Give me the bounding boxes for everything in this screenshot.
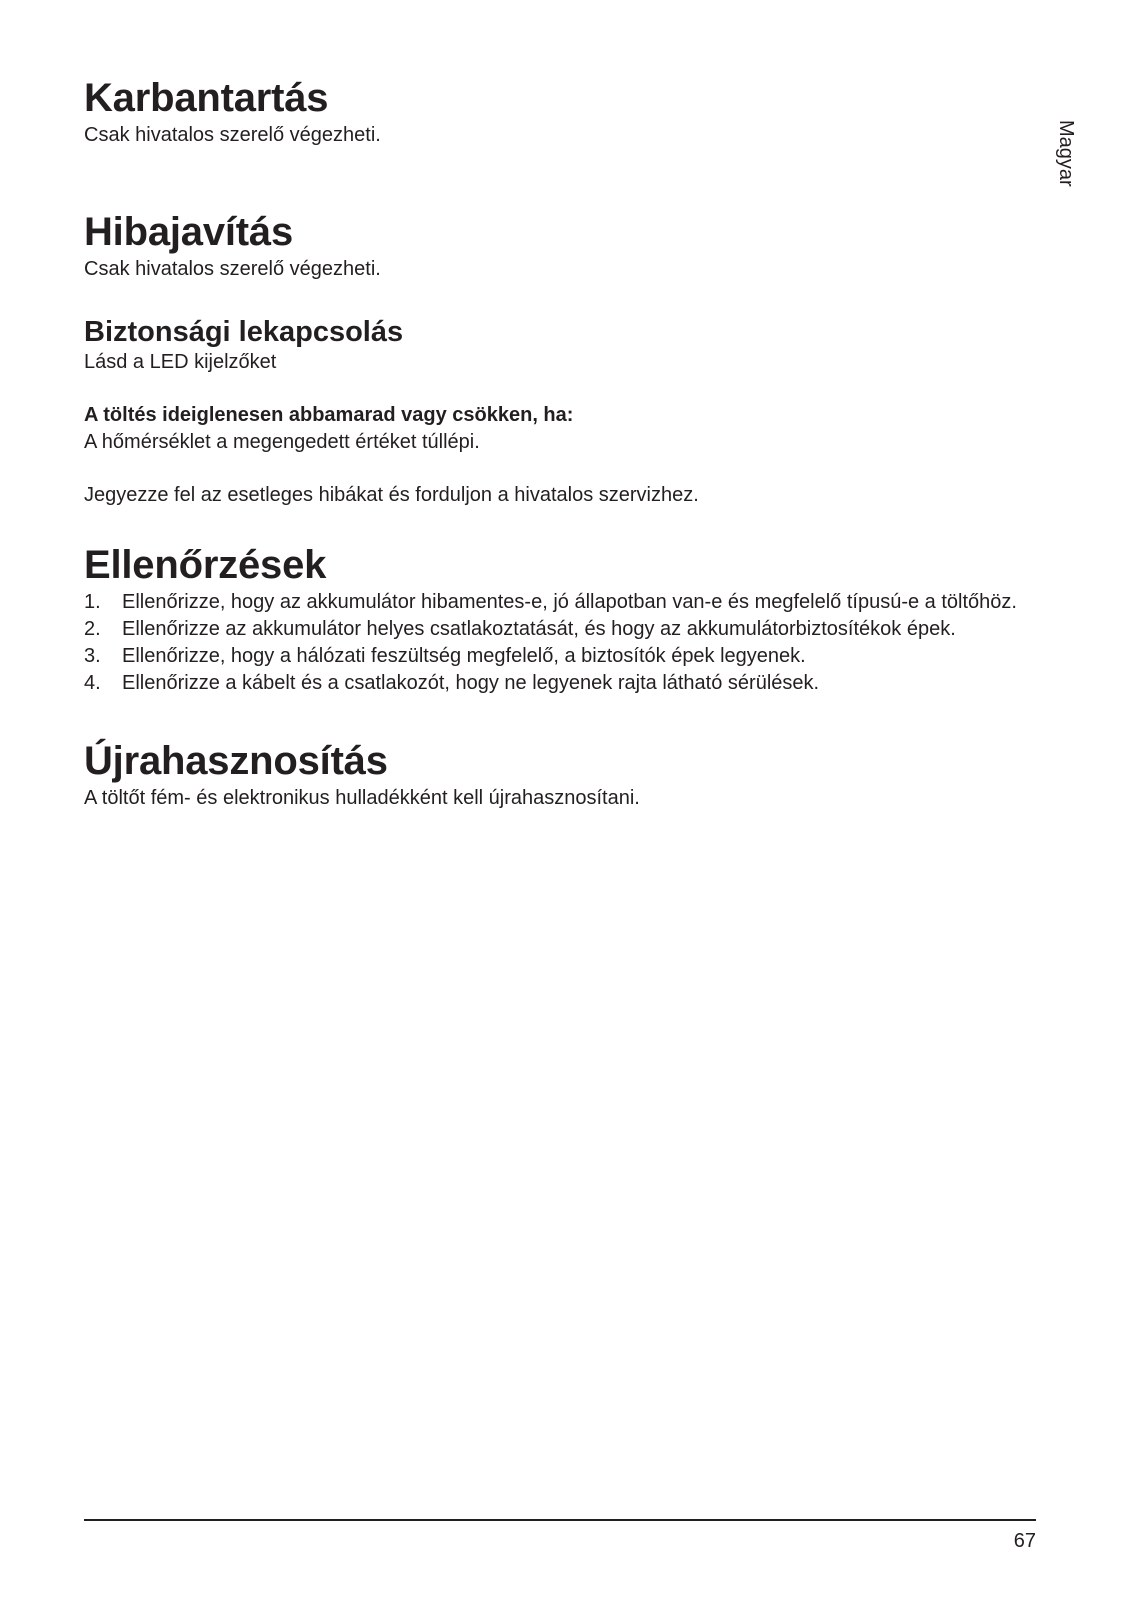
service-note: Jegyezze fel az esetleges hibákat és forduljon a hivatalos szervizhez. — [84, 484, 699, 506]
list-item-number: 3. — [84, 645, 101, 667]
document-body — [84, 74, 1044, 812]
list-item — [84, 589, 1044, 616]
charging-interrupt-text: A hőmérséklet a megengedett értéket túllépi. — [84, 431, 480, 453]
list-item — [84, 670, 1044, 697]
text-safety-shutdown: Lásd a LED kijelzőket — [84, 351, 277, 373]
section-maintenance — [84, 74, 1044, 149]
list-item-text: Ellenőrizze az akkumulátor helyes csatlakoztatását, és hogy az akkumulátorbiztosítékok épek. — [122, 618, 956, 640]
heading-safety-shutdown: Biztonsági lekapcsolás — [84, 316, 404, 348]
list-item-number: 2. — [84, 618, 101, 640]
list-item-text: Ellenőrizze, hogy a hálózati feszültség megfelelő, a biztosítók épek legyenek. — [122, 645, 806, 667]
heading-repair: Hibajavítás — [84, 210, 294, 254]
list-item-text: Ellenőrizze, hogy az akkumulátor hibamentes-e, jó állapotban van-e és megfelelő típusú-e a töltőhöz. — [122, 591, 1017, 613]
text-repair: Csak hivatalos szerelő végezheti. — [84, 258, 381, 280]
section-repair — [84, 208, 1044, 283]
section-recycling — [84, 737, 1044, 812]
text-recycling: A töltőt fém- és elektronikus hulladékként kell újrahasznosítani. — [84, 787, 640, 809]
list-item — [84, 643, 1044, 670]
checks-list — [84, 589, 1044, 697]
heading-recycling: Újrahasznosítás — [84, 739, 388, 783]
list-item-number: 4. — [84, 672, 101, 694]
heading-maintenance: Karbantartás — [84, 76, 329, 120]
list-item — [84, 616, 1044, 643]
section-safety-shutdown — [84, 315, 1044, 509]
text-maintenance: Csak hivatalos szerelő végezheti. — [84, 124, 381, 146]
language-side-label: Magyar — [1055, 120, 1077, 187]
section-checks — [84, 541, 1044, 697]
footer-divider — [84, 1519, 1036, 1521]
heading-checks: Ellenőrzések — [84, 543, 327, 587]
page-number: 67 — [1013, 1530, 1036, 1552]
list-item-text: Ellenőrizze a kábelt és a csatlakozót, hogy ne legyenek rajta látható sérülések. — [122, 672, 820, 694]
charging-interrupt-lead: A töltés ideiglenesen abbamarad vagy csökken, ha: — [84, 404, 574, 426]
list-item-number: 1. — [84, 591, 101, 613]
